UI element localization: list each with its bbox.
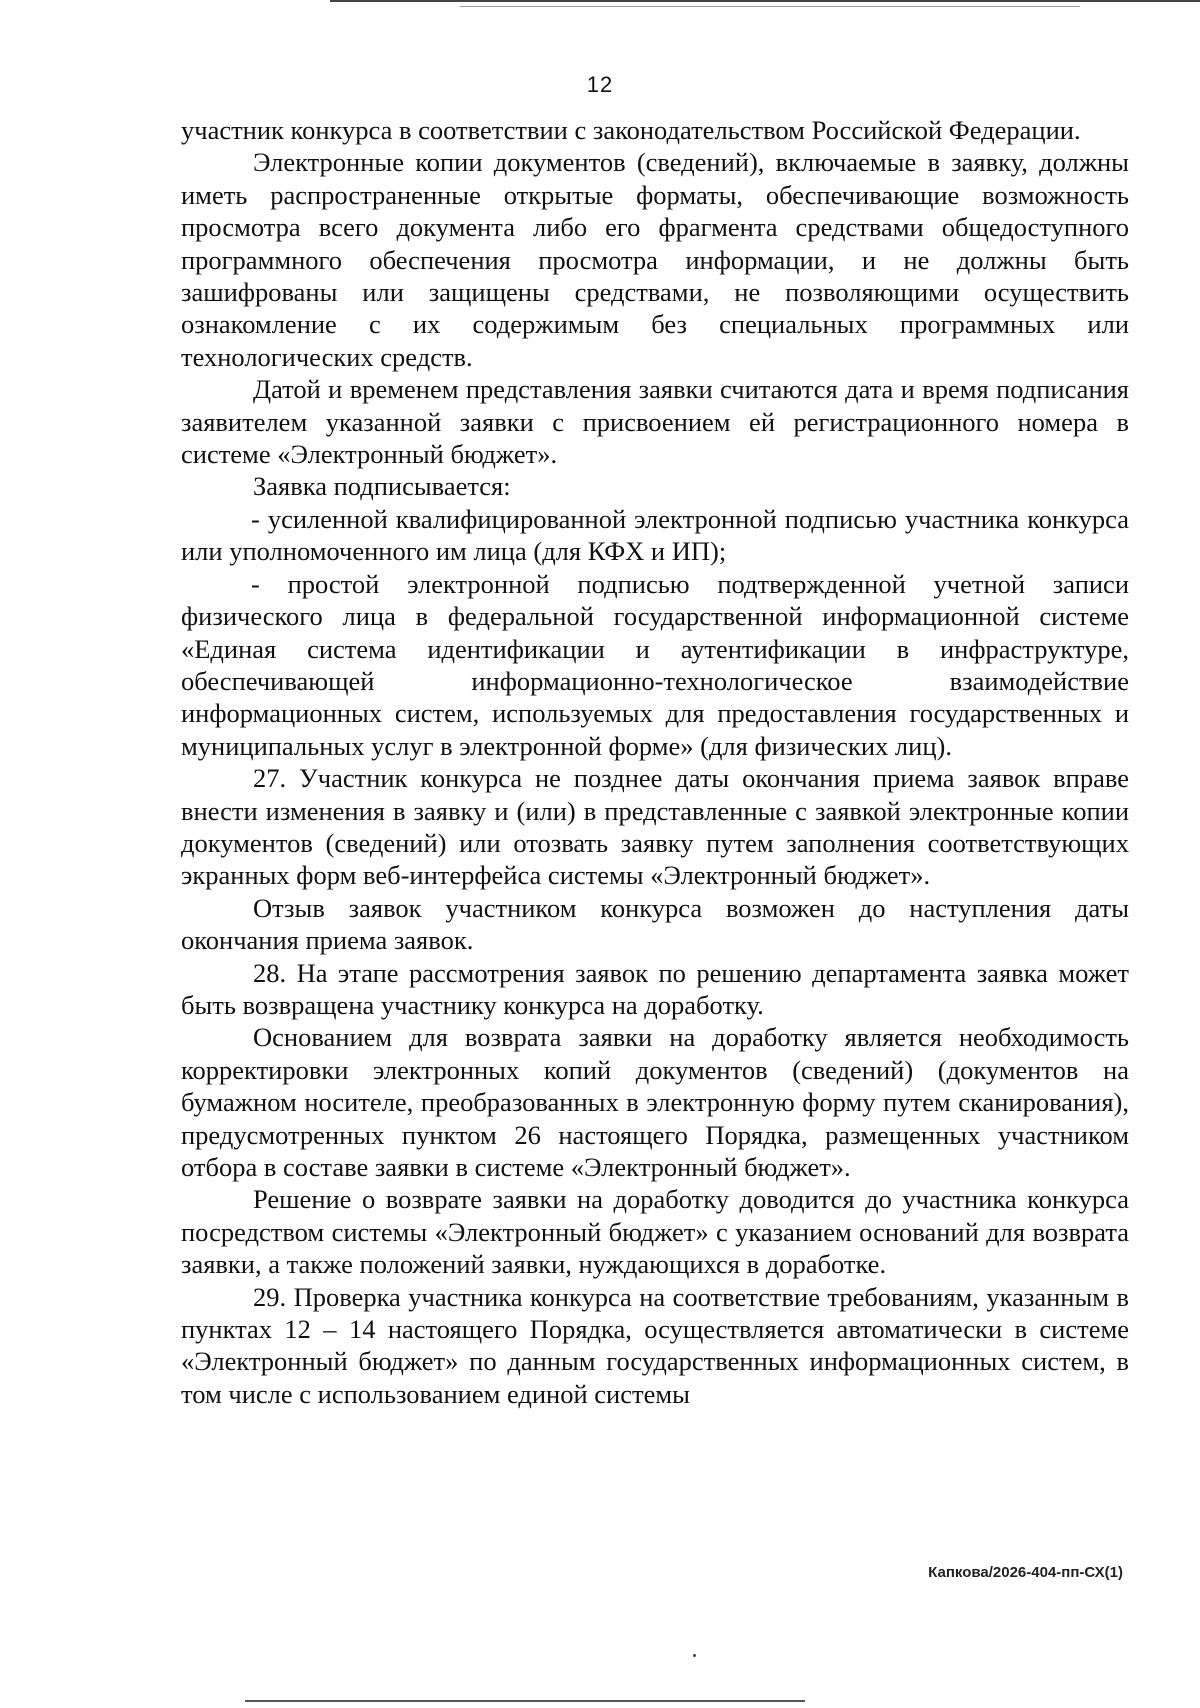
paragraph: Датой и временем представления заявки считаются дата и время подписания заявителем указанной заявки с присвоением ей регистрационного номера в системе «Электронный бюджет». — [181, 374, 1129, 470]
document-body — [181, 114, 1129, 1410]
paragraph: участник конкурса в соответствии с законодательством Российской Федерации. — [181, 115, 1081, 145]
paragraph-clause-28: 28. На этапе рассмотрения заявок по решению департамента заявка может быть возвращена участнику конкурса на доработку. — [181, 957, 1129, 1020]
scan-edge-bottom — [245, 1700, 805, 1702]
page-number: 12 — [586, 72, 614, 97]
paragraph: Отзыв заявок участником конкурса возможен до наступления даты окончания приема заявок. — [181, 892, 1129, 956]
paragraph: Основанием для возврата заявки на доработку является необходимость корректировки электронных копий документов (сведений) (документов на бумажном носителе, преобразованных в электронную форму путем сканирования), предусмотренных пунктом 26 настоящего Порядка, размещенных участником отбора в составе заявки в системе «Электронный бюджет». — [181, 1022, 1129, 1182]
paragraph: Заявка подписывается: — [253, 471, 511, 502]
scan-edge-top-secondary — [460, 6, 1080, 7]
scan-dot — [693, 1654, 696, 1657]
paragraph: Электронные копии документов (сведений), включаемые в заявку, должны иметь распространенные открытые форматы, обеспечивающие возможность просмотра всего документа либо его фрагмента средствами общедоступного программного обеспечения просмотра информации, и не должны быть зашифрованы или защищены средствами, не позволяющими осуществить ознакомление с их содержимым без специальных программных или технологических средств. — [181, 147, 1129, 372]
scan-edge-top — [330, 0, 1200, 2]
list-item: - простой электронной подписью подтвержденной учетной записи физического лица в федеральной государственной информационной системе «Единая система идентификации и аутентификации в инфраструктуре, обеспечивающей информационно-технологическое взаимодействие информационных систем, используемых для предоставления государственных и муниципальных услуг в электронной форме» (для физических лиц). — [181, 568, 1129, 761]
document-footer-code: Капкова/2026-404-пп-СХ(1) — [928, 1564, 1123, 1581]
list-item: - усиленной квалифицированной электронной подписью участника конкурса или уполномоченного им лица (для КФХ и ИП); — [181, 503, 1129, 567]
paragraph-clause-27: 27. Участник конкурса не позднее даты окончания приема заявок вправе внести изменения в заявку и (или) в представленные с заявкой электронные копии документов (сведений) или отозвать заявку путем заполнения соответствующих экранных форм веб-интерфейса системы «Электронный бюджет». — [181, 763, 1129, 891]
paragraph-clause-29: 29. Проверка участника конкурса на соответствие требованиям, указанным в пунктах 12 – 14 настоящего Порядка, осуществляется автоматически в системе «Электронный бюджет» по данным государственных информационных систем, в том числе с использованием единой системы — [181, 1281, 1129, 1409]
paragraph: Решение о возврате заявки на доработку доводится до участника конкурса посредством системы «Электронный бюджет» с указанием оснований для возврата заявки, а также положений заявки, нуждающихся в доработке. — [181, 1184, 1129, 1280]
